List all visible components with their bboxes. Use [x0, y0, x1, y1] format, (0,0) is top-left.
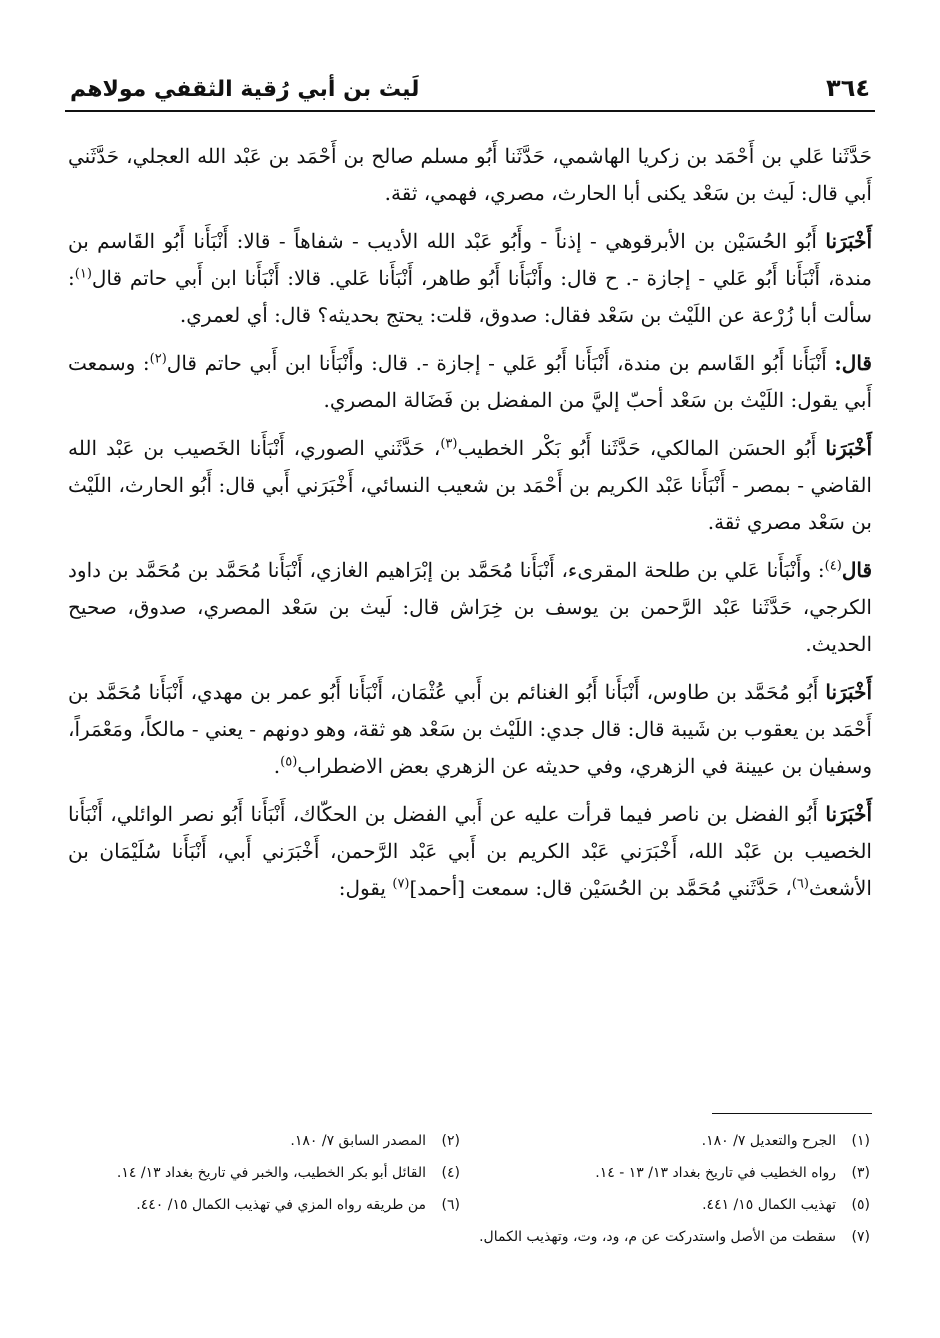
- paragraph-text: يقول:: [338, 876, 393, 900]
- footnotes: [70, 1127, 870, 1251]
- page-header: [70, 62, 870, 102]
- paragraph-1: [68, 138, 872, 212]
- footnote-reference: (٤): [824, 558, 842, 574]
- footnote-number: (٣): [851, 1165, 870, 1181]
- paragraph-text: ، حَدَّثَني الصوري، أَنْبَأَنا الخَصيب بن عَبْد الله القاضي - بمصر - أَنْبَأَنا عَبْد الكريم بن أَحْمَد بن شعيب النسائي، أَخْبَرَني أَبي قال: أَبُو الحارث، اللَيْث بن سَعْد مصري ثقة.: [68, 436, 872, 534]
- running-title: لَيث بن أبي رُقية الثقفي مولاهم: [70, 77, 420, 102]
- footnote-text: القائل أبو بكر الخطيب، والخبر في تاريخ بغداد ١٣/ ١٤.: [116, 1165, 426, 1181]
- footnote-text: المصدر السابق ٧/ ١٨٠.: [290, 1133, 426, 1149]
- footnote-reference: (٥): [280, 754, 298, 770]
- paragraph-lead-word: أَخْبَرَنا: [825, 802, 872, 826]
- footnote-reference: (٢): [149, 351, 167, 367]
- footnote-1: [480, 1127, 870, 1155]
- footnote-number: (٦): [441, 1197, 460, 1213]
- paragraph-lead-word: أَخْبَرَنا: [825, 680, 872, 704]
- paragraph-lead-word: أَخْبَرَنا: [825, 436, 872, 460]
- paragraph-text: .: [273, 754, 281, 778]
- main-text: [68, 138, 872, 918]
- footnote-2: [70, 1127, 460, 1155]
- footnote-3: [480, 1159, 870, 1187]
- footnote-text: الجرح والتعديل ٧/ ١٨٠.: [701, 1133, 836, 1149]
- footnote-reference: (١): [74, 266, 92, 282]
- footnote-number: (١): [851, 1133, 870, 1149]
- paragraph-text: : وسمعت أَبي يقول: اللَيْث بن سَعْد أحبّ إليَّ من المفضل بن فَضَالة المصري.: [68, 351, 872, 412]
- paragraph-lead-word: أَخْبَرَنا: [825, 229, 872, 253]
- footnote-6: [70, 1191, 460, 1219]
- paragraph-text: أَبُو مُحَمَّد بن طاوس، أَنْبَأَنا أَبُو الغنائم بن أَبي عُثْمَان، أَنْبَأَنا أَبُو عمر بن مهدي، أَنْبَأَنا مُحَمَّد بن أَحْمَد بن يعقوب بن شَيبة قال: قال جدي: اللَيْث بن سَعْد هو ثقة، وهو دونهم - يعني - مالكاً، ومَعْمَراً، وسفيان بن عيينة في الزهري، وفي حديثه عن الزهري بعض الاضطراب: [68, 680, 872, 778]
- paragraph-text: حَدَّثَنا عَلي بن أَحْمَد بن زكريا الهاشمي، حَدَّثَنا أَبُو مسلم صالح بن أَحْمَد بن عَبْد الله العجلي، حَدَّثَني أَبي قال: لَيث بن سَعْد يكنى أبا الحارث، مصري، فهمي، ثقة.: [68, 144, 872, 205]
- paragraph-text: : سألت أبا زُرْعة عن اللَيْث بن سَعْد فقال: صدوق، قلت: يحتج بحديثه؟ قال: أي لعمري.: [68, 266, 872, 327]
- paragraph-text: أَبُو الحُسَيْن بن الأبرقوهي - إذناً - وأَبُو عَبْد الله الأديب - شفاهاً - قالا: أَنْبَأَنا أَبُو القَاسم بن مندة، أَنْبَأَنا أَبُو عَلي - إجازة -. ح قال: وأَنْبَأَنا أَبُو طاهر، أَنْبَأَنا عَلي. قالا: أَنْبَأَنا ابن أَبي حاتم قال: [68, 229, 873, 290]
- paragraph-3: [68, 345, 872, 419]
- footnote-rule: [712, 1113, 872, 1114]
- footnote-reference: (٦): [791, 876, 809, 892]
- paragraph-text: أَبُو الفضل بن ناصر فيما قرأت عليه عن أَبي الفضل بن الحكّاك، أَنْبَأَنا أَبُو نصر الوائلي، أَنْبَأَنا الخصيب بن عَبْد الله، أَخْبَرَني عَبْد الكريم بن أَبي عَبْد الرَّحمن، أَخْبَرَني أَبي، أَنْبَأَنا سُلَيْمَان بن الأشعث: [68, 802, 872, 900]
- paragraph-text: أَبُو الحسَن المالكي، حَدَّثَنا أَبُو بَكْر الخطيب: [457, 436, 826, 460]
- page-number: ٣٦٤: [826, 74, 870, 102]
- paragraph-text: : وأَنْبَأَنا عَلي بن طلحة المقرىء، أَنْبَأَنا مُحَمَّد بن إبْرَاهيم الغازي، أَنْبَأَنا مُحَمَّد بن مُحَمَّد بن داود الكرجي، حَدَّثَنا عَبْد الرَّحمن بن يوسف بن خِرَاش قال: لَيث بن سَعْد المصري، صدوق، صحيح الحديث.: [68, 558, 872, 656]
- paragraph-lead-word: قال: [841, 558, 872, 582]
- footnote-number: (٧): [851, 1229, 870, 1245]
- footnote-number: (٤): [441, 1165, 460, 1181]
- paragraph-6: [68, 674, 872, 785]
- paragraph-text: أَنْبَأَنا أَبُو القَاسم بن مندة، أَنْبَأَنا أَبُو عَلي - إجازة -. قال: وأَنْبَأَنا ابن أَبي حاتم قال: [166, 351, 835, 375]
- paragraph-lead-word: قال:: [834, 351, 872, 375]
- footnote-5: [480, 1191, 870, 1219]
- footnote-text: سقطت من الأصل واستدركت عن م، ود، وت، وتهذيب الكمال.: [479, 1229, 836, 1245]
- footnote-number: (٥): [851, 1197, 870, 1213]
- footnote-reference: (٧): [392, 876, 410, 892]
- footnote-text: من طريقه رواه المزي في تهذيب الكمال ١٥/ ٤٤٠.: [136, 1197, 426, 1213]
- paragraph-5: [68, 552, 872, 663]
- footnote-4: [70, 1159, 460, 1187]
- footnote-text: رواه الخطيب في تاريخ بغداد ١٣/ ١٣ - ١٤.: [595, 1165, 836, 1181]
- footnote-7: [70, 1223, 870, 1251]
- paragraph-7: [68, 796, 872, 907]
- paragraph-4: [68, 430, 872, 541]
- footnote-text: تهذيب الكمال ١٥/ ٤٤١.: [702, 1197, 836, 1213]
- paragraph-2: [68, 223, 872, 334]
- header-rule: [65, 110, 875, 112]
- footnote-reference: (٣): [440, 436, 458, 452]
- paragraph-text: ، حَدَّثَني مُحَمَّد بن الحُسَيْن قال: سمعت [أحمد]: [409, 876, 792, 900]
- footnote-number: (٢): [441, 1133, 460, 1149]
